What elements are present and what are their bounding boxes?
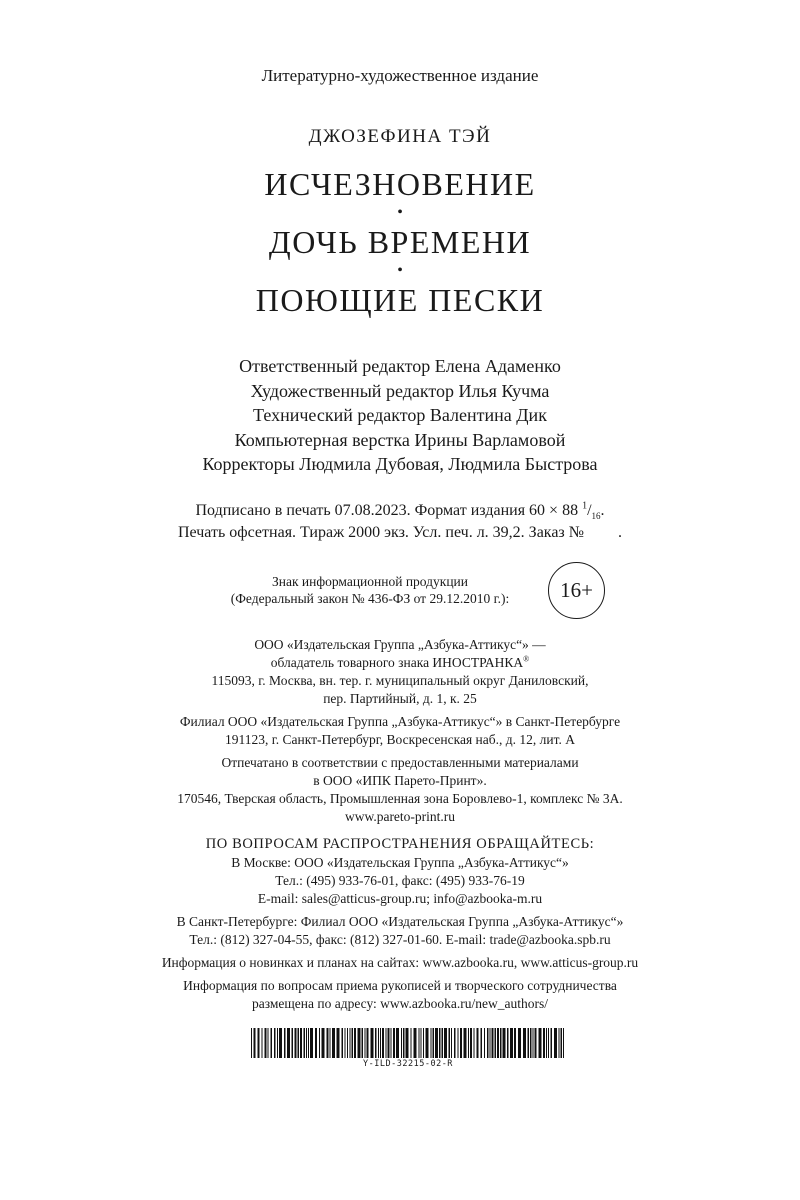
barcode-bar-82	[510, 1028, 513, 1058]
barcode-bar-55	[426, 1028, 429, 1058]
barcode-bar-84	[518, 1028, 521, 1058]
book-titles	[0, 164, 800, 320]
barcode-bar-89	[535, 1028, 537, 1058]
barcode-bar-56	[431, 1028, 432, 1058]
barcode-bar-78	[497, 1028, 499, 1058]
barcode-bar-95	[554, 1028, 557, 1058]
barcode-bar-60	[442, 1028, 444, 1058]
barcode-bar-97	[561, 1028, 563, 1058]
barcode-bar-80	[503, 1028, 506, 1058]
barcode-bar-42	[386, 1028, 387, 1058]
age-rating-badge: 16+	[548, 562, 605, 619]
barcode-bar-47	[401, 1028, 402, 1058]
printer-line-1: Отпечатано в соответствии с предоставленными материалами	[221, 755, 579, 770]
barcode-bar-76	[492, 1028, 494, 1058]
barcode-bar-91	[543, 1028, 545, 1058]
barcode-bar-63	[451, 1028, 452, 1058]
moscow-emails: E-mail: sales@atticus-group.ru; info@azbooka-m.ru	[257, 891, 543, 906]
barcode-bar-4	[265, 1028, 267, 1058]
credits-block	[0, 354, 800, 477]
barcode-bar-35	[365, 1028, 366, 1058]
title-separator-2: •	[397, 262, 403, 279]
barcode-bar-19	[310, 1028, 313, 1058]
barcode-bar-90	[539, 1028, 542, 1058]
barcode-bar-24	[330, 1028, 331, 1058]
age-rating-label-line-1: Знак информационной продукции	[271, 574, 469, 589]
print-line-2-end: .	[618, 524, 623, 541]
book-title-3: ПОЮЩИЕ ПЕСКИ	[255, 282, 545, 318]
barcode-bar-94	[551, 1028, 553, 1058]
trademark-owner: обладатель товарного знака ИНОСТРАНКА	[270, 655, 524, 670]
barcode-bar-48	[403, 1028, 405, 1058]
barcode-bar-39	[378, 1028, 379, 1058]
format-fraction-numerator: 1	[582, 500, 588, 512]
barcode-bar-45	[393, 1028, 395, 1058]
print-info	[0, 500, 800, 544]
barcode-bar-72	[481, 1028, 483, 1058]
publisher-address-2: пер. Партийный, д. 1, к. 25	[323, 691, 477, 706]
barcode-bar-33	[358, 1028, 361, 1058]
barcode-bar-92	[546, 1028, 547, 1058]
credit-proofreaders: Корректоры Людмила Дубовая, Людмила Быстрова	[202, 454, 598, 474]
barcode-bar-69	[470, 1028, 472, 1058]
barcode-bar-75	[490, 1028, 491, 1058]
printer-line-3: 170546, Тверская область, Промышленная зона Боровлево-1, комплекс № 3А.	[177, 791, 623, 806]
barcode-bar-6	[271, 1028, 273, 1058]
print-info-line-1	[0, 500, 800, 522]
barcode-bar-61	[444, 1028, 447, 1058]
barcode-bar-36	[367, 1028, 369, 1058]
authors-info-line-2: размещена по адресу: www.azbooka.ru/new_authors/	[251, 996, 549, 1011]
barcode-bar-52	[419, 1028, 420, 1058]
publisher-line-2	[0, 654, 800, 672]
moscow-phones: Тел.: (495) 933-76-01, факс: (495) 933-76-19	[275, 873, 525, 888]
publisher-address-1: 115093, г. Москва, вн. тер. г. муниципальный округ Даниловский,	[211, 673, 589, 688]
distribution-block	[0, 834, 800, 1013]
format-fraction-denominator: 16	[591, 511, 601, 522]
barcode-bar-79	[500, 1028, 502, 1058]
barcode-bar-70	[474, 1028, 475, 1058]
news-websites: Информация о новинках и планах на сайтах: www.azbooka.ru, www.atticus-group.ru	[161, 955, 639, 970]
barcode-bar-81	[507, 1028, 509, 1058]
barcode-bar-46	[396, 1028, 399, 1058]
spb-line-1: В Санкт-Петербурге: Филиал ООО «Издательская Группа „Азбука-Аттикус“»	[176, 914, 624, 929]
barcode-bar-18	[308, 1028, 309, 1058]
barcode-bar-85	[523, 1028, 526, 1058]
print-run-info: Печать офсетная. Тираж 2000 экз. Усл. печ. л. 39,2. Заказ №	[177, 524, 585, 541]
age-rating-block	[0, 562, 800, 622]
barcode-bar-29	[347, 1028, 348, 1058]
authors-info-line-1: Информация по вопросам приема рукописей и творческого сотрудничества	[183, 978, 617, 993]
barcode-bar-68	[468, 1028, 469, 1058]
barcode-bar-64	[454, 1028, 456, 1058]
registered-mark: ®	[523, 654, 530, 664]
book-title-1: ИСЧЕЗНОВЕНИЕ	[264, 166, 536, 202]
barcode-bar-59	[439, 1028, 441, 1058]
title-separator-1: •	[397, 204, 403, 221]
barcode-code: Y-ILD-32215-02-R	[363, 1059, 453, 1069]
book-title-2: ДОЧЬ ВРЕМЕНИ	[268, 224, 532, 260]
barcode-bar-30	[350, 1028, 351, 1058]
barcode-bar-25	[332, 1028, 335, 1058]
barcode-bar-83	[514, 1028, 516, 1058]
barcode-bar-15	[300, 1028, 302, 1058]
barcode-bar-62	[449, 1028, 451, 1058]
barcode-bar-7	[274, 1028, 276, 1058]
spb-contacts: Тел.: (812) 327-04-55, факс: (812) 327-01-60. E-mail: trade@azbooka.spb.ru	[189, 932, 611, 947]
barcode-bar-12	[292, 1028, 294, 1058]
barcode-bar-5	[268, 1028, 269, 1058]
barcode-bar-88	[533, 1028, 534, 1058]
barcode-bar-67	[464, 1028, 467, 1058]
credit-tech-editor: Технический редактор Валентина Дик	[253, 405, 547, 425]
barcode-bar-26	[337, 1028, 340, 1058]
credit-editor: Ответственный редактор Елена Адаменко	[239, 356, 561, 376]
branch-line-2: 191123, г. Санкт-Петербург, Воскресенская наб., д. 12, лит. А	[225, 732, 575, 747]
barcode-bar-57	[433, 1028, 435, 1058]
publisher-line-1: ООО «Издательская Группа „Азбука-Аттикус“» —	[254, 637, 546, 652]
format-fraction-slash: /	[587, 502, 592, 519]
barcode-bar-20	[315, 1028, 317, 1058]
barcode-icon	[250, 1028, 566, 1058]
barcode-bar-27	[342, 1028, 344, 1058]
barcode-bar-93	[548, 1028, 549, 1058]
moscow-line-1: В Москве: ООО «Издательская Группа „Азбука-Аттикус“»	[231, 855, 569, 870]
barcode-bar-17	[306, 1028, 307, 1058]
barcode-bar-2	[258, 1028, 260, 1058]
barcode-bar-65	[458, 1028, 459, 1058]
author-name: ДЖОЗЕФИНА ТЭЙ	[308, 126, 492, 147]
print-signed-format: Подписано в печать 07.08.2023. Формат издания 60 × 88	[195, 502, 579, 519]
barcode-bar-51	[414, 1028, 417, 1058]
barcode-bar-98	[563, 1028, 564, 1058]
barcode-bar-1	[254, 1028, 256, 1058]
barcode-bar-96	[559, 1028, 560, 1058]
barcode-bar-53	[421, 1028, 422, 1058]
barcode-bar-86	[528, 1028, 530, 1058]
barcode-bar-74	[487, 1028, 489, 1058]
age-rating-label	[200, 573, 540, 607]
barcode-bar-38	[375, 1028, 377, 1058]
barcode-bar-0	[251, 1028, 252, 1058]
barcode-bar-32	[354, 1028, 356, 1058]
barcode-bar-8	[277, 1028, 278, 1058]
barcode-bar-21	[319, 1028, 320, 1058]
barcode-bar-49	[406, 1028, 409, 1058]
barcode-bar-9	[279, 1028, 282, 1058]
credit-layout: Компьютерная верстка Ирины Варламовой	[234, 429, 566, 450]
barcode-bar-58	[435, 1028, 438, 1058]
print-line-1-end: .	[600, 502, 605, 519]
barcode-bar-23	[327, 1028, 329, 1058]
edition-type: Литературно-художественное издание	[261, 66, 539, 85]
barcode-bar-34	[362, 1028, 364, 1058]
barcode-bar-31	[352, 1028, 354, 1058]
print-info-line-2	[0, 522, 800, 544]
barcode-bar-3	[262, 1028, 263, 1058]
credit-art-editor: Художественный редактор Илья Кучма	[250, 380, 550, 401]
branch-line-1: Филиал ООО «Издательская Группа „Азбука-Аттикус“» в Санкт-Петербурге	[179, 714, 621, 729]
barcode-bar-43	[388, 1028, 390, 1058]
barcode-bar-71	[477, 1028, 479, 1058]
barcode-bar-73	[484, 1028, 485, 1058]
barcode-bar-87	[530, 1028, 532, 1058]
barcode-bar-22	[322, 1028, 325, 1058]
barcode-bar-44	[391, 1028, 392, 1058]
barcode-bar-37	[371, 1028, 374, 1058]
printer-website: www.pareto-print.ru	[344, 809, 456, 824]
barcode-bar-10	[284, 1028, 286, 1058]
distribution-heading: ПО ВОПРОСАМ РАСПРОСТРАНЕНИЯ ОБРАЩАЙТЕСЬ:	[205, 836, 595, 852]
barcode-bar-66	[460, 1028, 462, 1058]
barcode-bar-50	[411, 1028, 412, 1058]
barcode-bar-13	[295, 1028, 297, 1058]
barcode-bar-14	[298, 1028, 300, 1058]
barcode-bar-28	[345, 1028, 346, 1058]
publisher-block	[0, 636, 800, 826]
barcode-bar-11	[287, 1028, 290, 1058]
barcode-bar-16	[304, 1028, 306, 1058]
barcode-bar-54	[423, 1028, 424, 1058]
barcode-bar-77	[495, 1028, 497, 1058]
age-rating-label-line-2: (Федеральный закон № 436-ФЗ от 29.12.2010 г.):	[230, 591, 510, 606]
printer-line-2: в ООО «ИПК Парето-Принт».	[313, 773, 487, 788]
barcode-bar-40	[380, 1028, 381, 1058]
barcode	[250, 1028, 566, 1072]
barcode-bar-41	[382, 1028, 384, 1058]
